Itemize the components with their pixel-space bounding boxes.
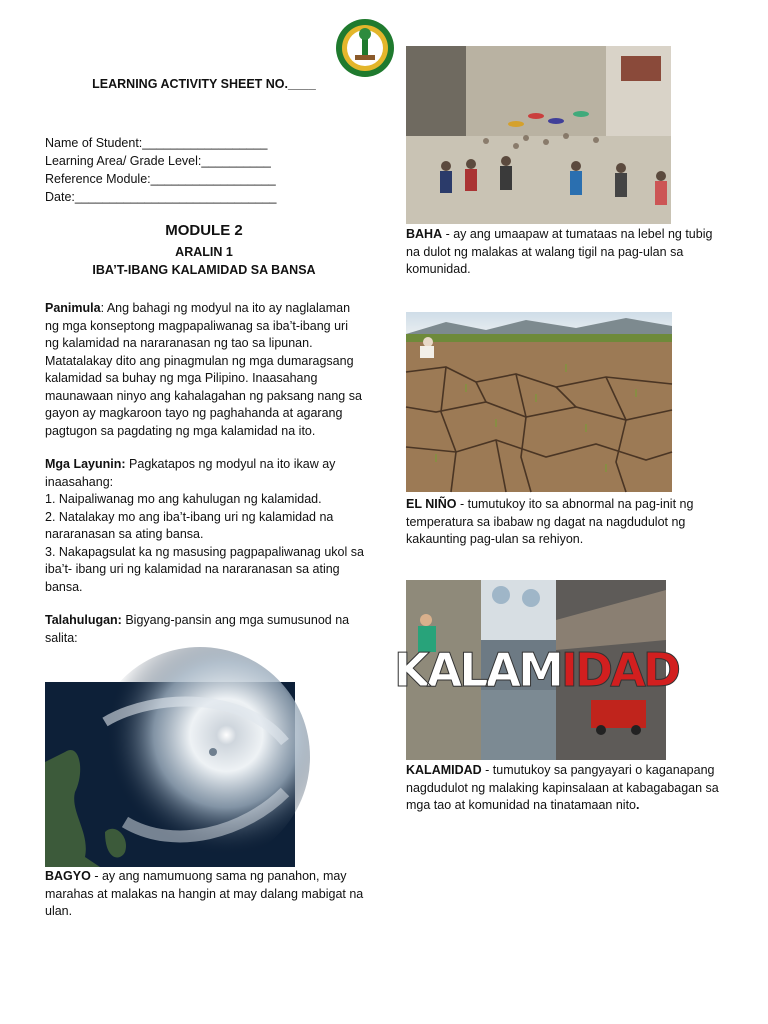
kalamidad-overlay-text: KALAMIDAD: [393, 643, 679, 697]
field-date: Date:_____________________________: [45, 190, 277, 204]
term-baha: BAHA: [406, 227, 443, 241]
caption-bagyo: [45, 868, 365, 921]
school-seal-logo: [335, 18, 395, 78]
vocabulary-label: Talahulugan:: [45, 613, 122, 627]
field-name-of-student: Name of Student:__________________: [45, 136, 268, 150]
student-info-fields: [45, 134, 365, 206]
intro-label: Panimula: [45, 301, 101, 315]
flood-street-image: [406, 46, 671, 224]
term-elnino: EL NIÑO: [406, 497, 457, 511]
term-bagyo: BAGYO: [45, 869, 91, 883]
caption-elnino: [406, 496, 726, 549]
caption-kalamidad: [406, 762, 726, 815]
objective-item: 1. Naipaliwanag mo ang kahulugan ng kalamidad.: [45, 492, 322, 506]
objectives-text: Pagkatapos ng modyul na ito ikaw ay inaasahang:: [45, 457, 336, 489]
definition-bagyo: - ay ang namumuong sama ng panahon, may marahas at malakas na hangin at may dalang mabigat na ulan.: [45, 869, 364, 918]
vocabulary-intro: [45, 612, 365, 647]
sheet-title: LEARNING ACTIVITY SHEET NO.____: [92, 77, 316, 91]
objectives-intro: [45, 456, 365, 491]
intro-text: : Ang bahagi ng modyul na ito ay naglalaman ng mga konseptong magpapaliwanag sa iba’t-ibang uri ng kalamidad na nararanasan ng tao sa lipunan. Matatalakay dito ang pinagmulan ng mga dumaragsang kalamidad sa buhay ng mga Pilipino. Inaasahang maunawaan ninyo ang kahalagahan ng paksang nang sa gayon ay magkaroon tayo ng paghahanda at agarang pagtugon sa pagdating ng mga kalamidad na ito.: [45, 301, 362, 438]
term-kalamidad: KALAMIDAD: [406, 763, 482, 777]
topic-title: IBA’T-IBANG KALAMIDAD SA BANSA: [92, 263, 316, 277]
definition-elnino: - tumutukoy ito sa abnormal na pag-init ng temperatura sa ibabaw ng dagat na nagdudulot ng kakaunting pag-ulan sa rehiyon.: [406, 497, 694, 546]
kalamidad-collage-image: [393, 580, 679, 760]
typhoon-satellite-image: [45, 682, 295, 867]
definition-baha: - ay ang umaapaw at tumataas na lebel ng tubig na dulot ng malakas at walang tigil na pag-ulan sa komunidad.: [406, 227, 713, 276]
objectives-label: Mga Layunin:: [45, 457, 126, 471]
intro-paragraph: [45, 300, 365, 440]
vocabulary-text: Bigyang-pansin ang mga sumusunod na salita:: [45, 613, 350, 645]
module-title: MODULE 2: [165, 222, 243, 239]
field-learning-area: Learning Area/ Grade Level:__________: [45, 154, 271, 168]
definition-kalamidad: - tumutukoy sa pangyayari o kaganapang nagdudulot ng malaking kapinsalaan at kabagabagan sa mga tao at komunidad na tinatamaan nito: [406, 763, 719, 812]
definition-kalamidad-end: .: [636, 798, 640, 812]
drought-cracked-field-image: [406, 312, 672, 492]
caption-baha: [406, 226, 726, 279]
objective-item: 2. Natalakay mo ang iba’t-ibang uri ng kalamidad na nararanasan sa ating bansa.: [45, 509, 334, 541]
objectives-section: [45, 456, 365, 596]
objective-item: 3. Nakapagsulat ka ng masusing pagpapaliwanag ukol sa iba’t- ibang uri ng kalamidad na nararanasan sa ating bansa.: [45, 544, 364, 594]
lesson-label: ARALIN 1: [175, 245, 233, 259]
field-reference-module: Reference Module:__________________: [45, 172, 276, 186]
